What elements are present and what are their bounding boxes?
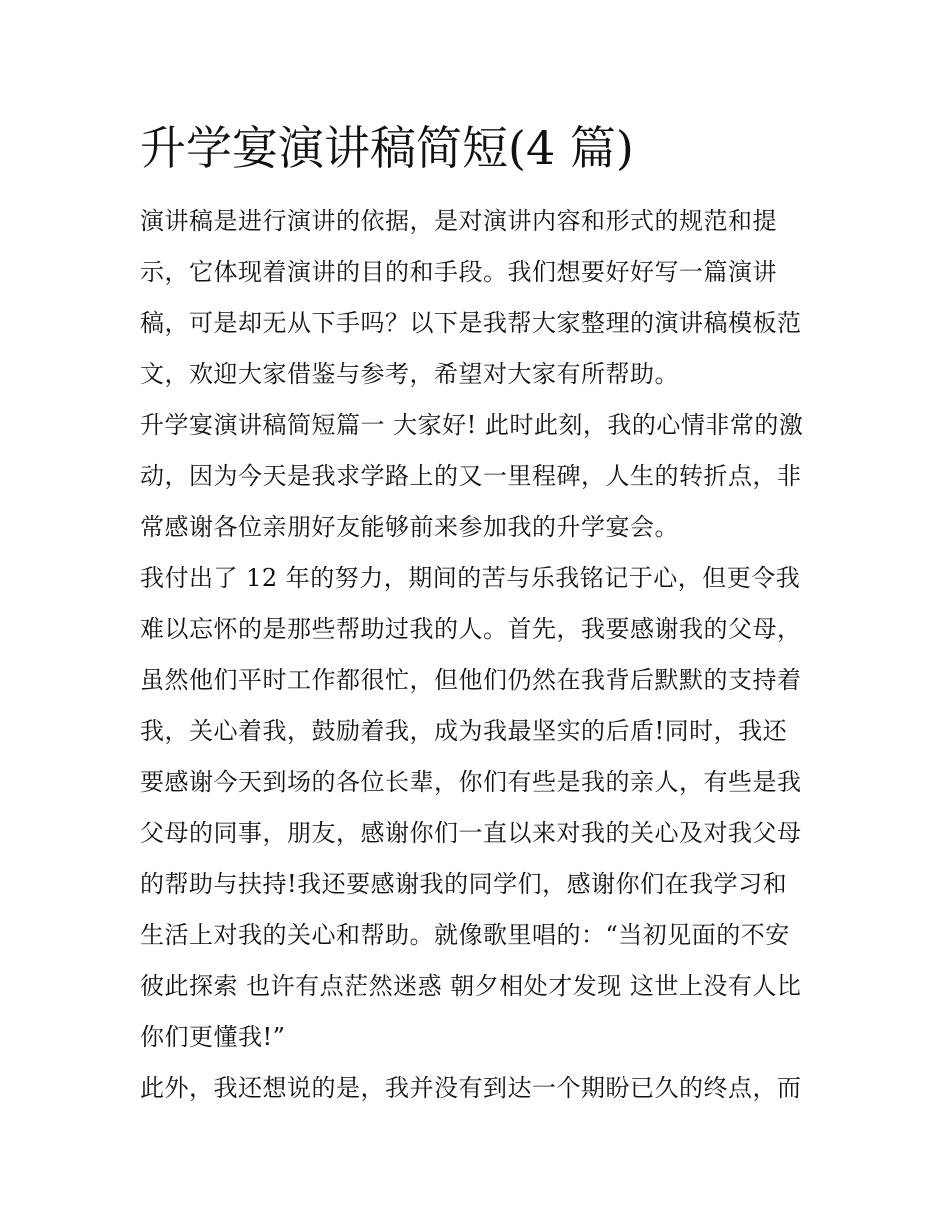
text-line: 此外，我还想说的是，我并没有到达一个期盼已久的终点，而: [140, 1074, 802, 1102]
text-line: 稿，可是却无从下手吗？以下是我帮大家整理的演讲稿模板范: [140, 309, 802, 337]
text-line: 的帮助与扶持!我还要感谢我的同学们，感谢你们在我学习和: [140, 870, 788, 898]
document-title: 升学宴演讲稿简短(4 篇): [140, 121, 634, 175]
text-line: 要感谢今天到场的各位长辈，你们有些是我的亲人，有些是我: [140, 768, 802, 796]
text-line: 彼此探索 也许有点茫然迷惑 朝夕相处才发现 这世上没有人比: [140, 972, 802, 1000]
text-line: 演讲稿是进行演讲的依据，是对演讲内容和形式的规范和提: [140, 207, 777, 235]
text-line: 我付出了 12 年的努力，期间的苦与乐我铭记于心，但更令我: [140, 564, 801, 592]
text-line: 文，欢迎大家借鉴与参考，希望对大家有所帮助。: [140, 360, 679, 388]
text-line: 父母的同事，朋友，感谢你们一直以来对我的关心及对我父母: [140, 819, 802, 847]
text-line: 难以忘怀的是那些帮助过我的人。首先，我要感谢我的父母，: [140, 615, 802, 643]
text-line: 升学宴演讲稿简短篇一 大家好! 此时此刻，我的心情非常的激: [140, 411, 804, 439]
text-line: 你们更懂我!”: [140, 1023, 286, 1051]
text-line: 虽然他们平时工作都很忙，但他们仍然在我背后默默的支持着: [140, 666, 802, 694]
text-line: 我，关心着我，鼓励着我，成为我最坚实的后盾!同时，我还: [140, 717, 788, 745]
text-line: 示，它体现着演讲的目的和手段。我们想要好好写一篇演讲: [140, 258, 777, 286]
text-line: 生活上对我的关心和帮助。就像歌里唱的：“当初见面的不安: [140, 921, 790, 949]
text-line: 常感谢各位亲朋好友能够前来参加我的升学宴会。: [140, 513, 679, 541]
document-body: [140, 196, 820, 1114]
text-line: 动，因为今天是我求学路上的又一里程碑，人生的转折点，非: [140, 462, 802, 490]
